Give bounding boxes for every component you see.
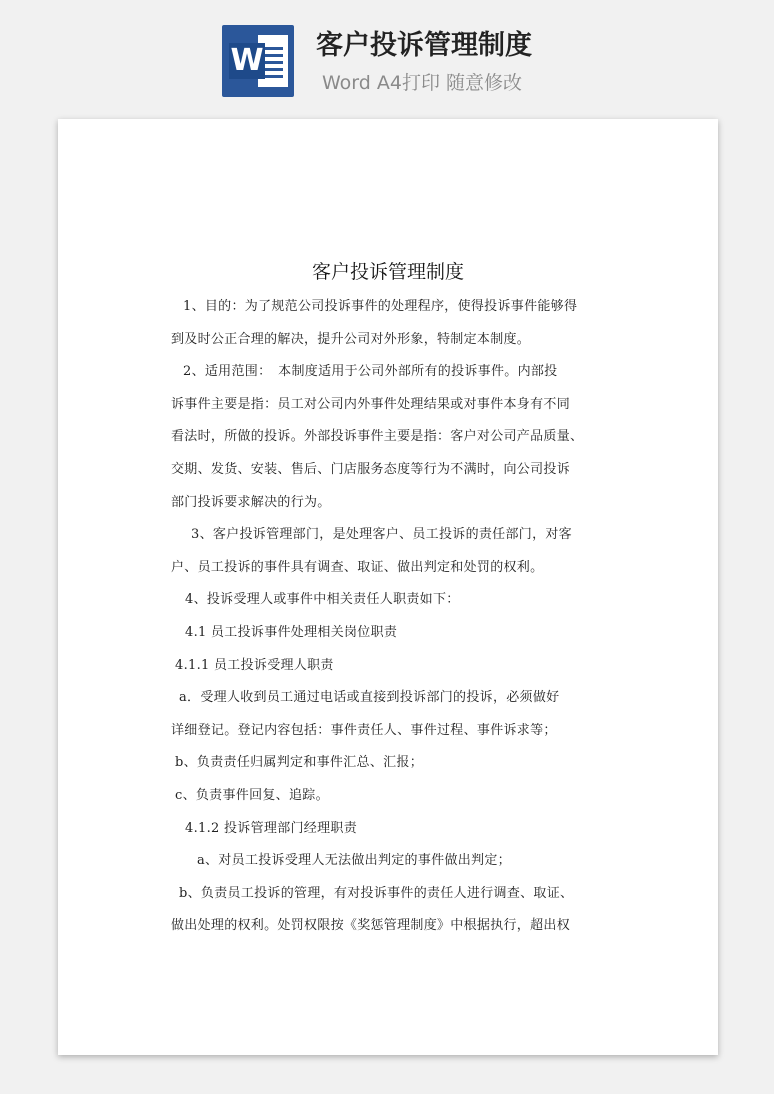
body-line: 详细登记。登记内容包括：事件责任人、事件过程、事件诉求等；	[171, 722, 557, 738]
document-title: 客户投诉管理制度	[311, 261, 464, 283]
body-line: a．受理人收到员工通过电话或直接到投诉部门的投诉，必须做好	[179, 690, 560, 706]
body-line: 4.1 员工投诉事件处理相关岗位职责	[185, 624, 398, 640]
body-line: 户、员工投诉的事件具有调查、取证、做出判定和处罚的权利。	[171, 559, 544, 575]
document-body	[171, 291, 603, 943]
body-line: 看法时，所做的投诉。外部投诉事件主要是指：客户对公司产品质量、	[171, 429, 584, 445]
body-line: a、对员工投诉受理人无法做出判定的事件做出判定；	[197, 853, 511, 869]
banner-subtitle: Word A4打印 随意修改	[322, 72, 523, 94]
body-line: b、负责责任归属判定和事件汇总、汇报；	[175, 755, 424, 771]
header-banner	[0, 0, 774, 110]
body-line: c、负责事件回复、追踪。	[175, 787, 329, 803]
body-line: 到及时公正合理的解决，提升公司对外形象，特制定本制度。	[171, 331, 531, 347]
body-line: b、负责员工投诉的管理，有对投诉事件的责任人进行调查、取证、	[179, 885, 574, 901]
body-line: 2、适用范围： 本制度适用于公司外部所有的投诉事件。内部投	[183, 364, 558, 380]
banner-title: 客户投诉管理制度	[316, 30, 532, 61]
word-logo-letter: W	[230, 43, 264, 78]
body-line: 4、投诉受理人或事件中相关责任人职责如下：	[185, 592, 460, 608]
body-line: 做出处理的权利。处罚权限按《奖惩管理制度》中根据执行，超出权	[171, 918, 571, 934]
word-document-icon	[222, 25, 294, 97]
body-line: 3、客户投诉管理部门，是处理客户、员工投诉的责任部门，对客	[191, 527, 572, 543]
body-line: 4.1.1 员工投诉受理人职责	[175, 657, 334, 673]
body-line: 诉事件主要是指：员工对公司内外事件处理结果或对事件本身有不同	[171, 396, 571, 412]
body-line: 部门投诉要求解决的行为。	[171, 494, 331, 510]
body-line: 4.1.2 投诉管理部门经理职责	[185, 820, 358, 836]
body-line: 交期、发货、安装、售后、门店服务态度等行为不满时，向公司投诉	[171, 461, 571, 477]
body-line: 1、目的：为了规范公司投诉事件的处理程序，使得投诉事件能够得	[183, 299, 578, 314]
document-page	[58, 119, 718, 1055]
